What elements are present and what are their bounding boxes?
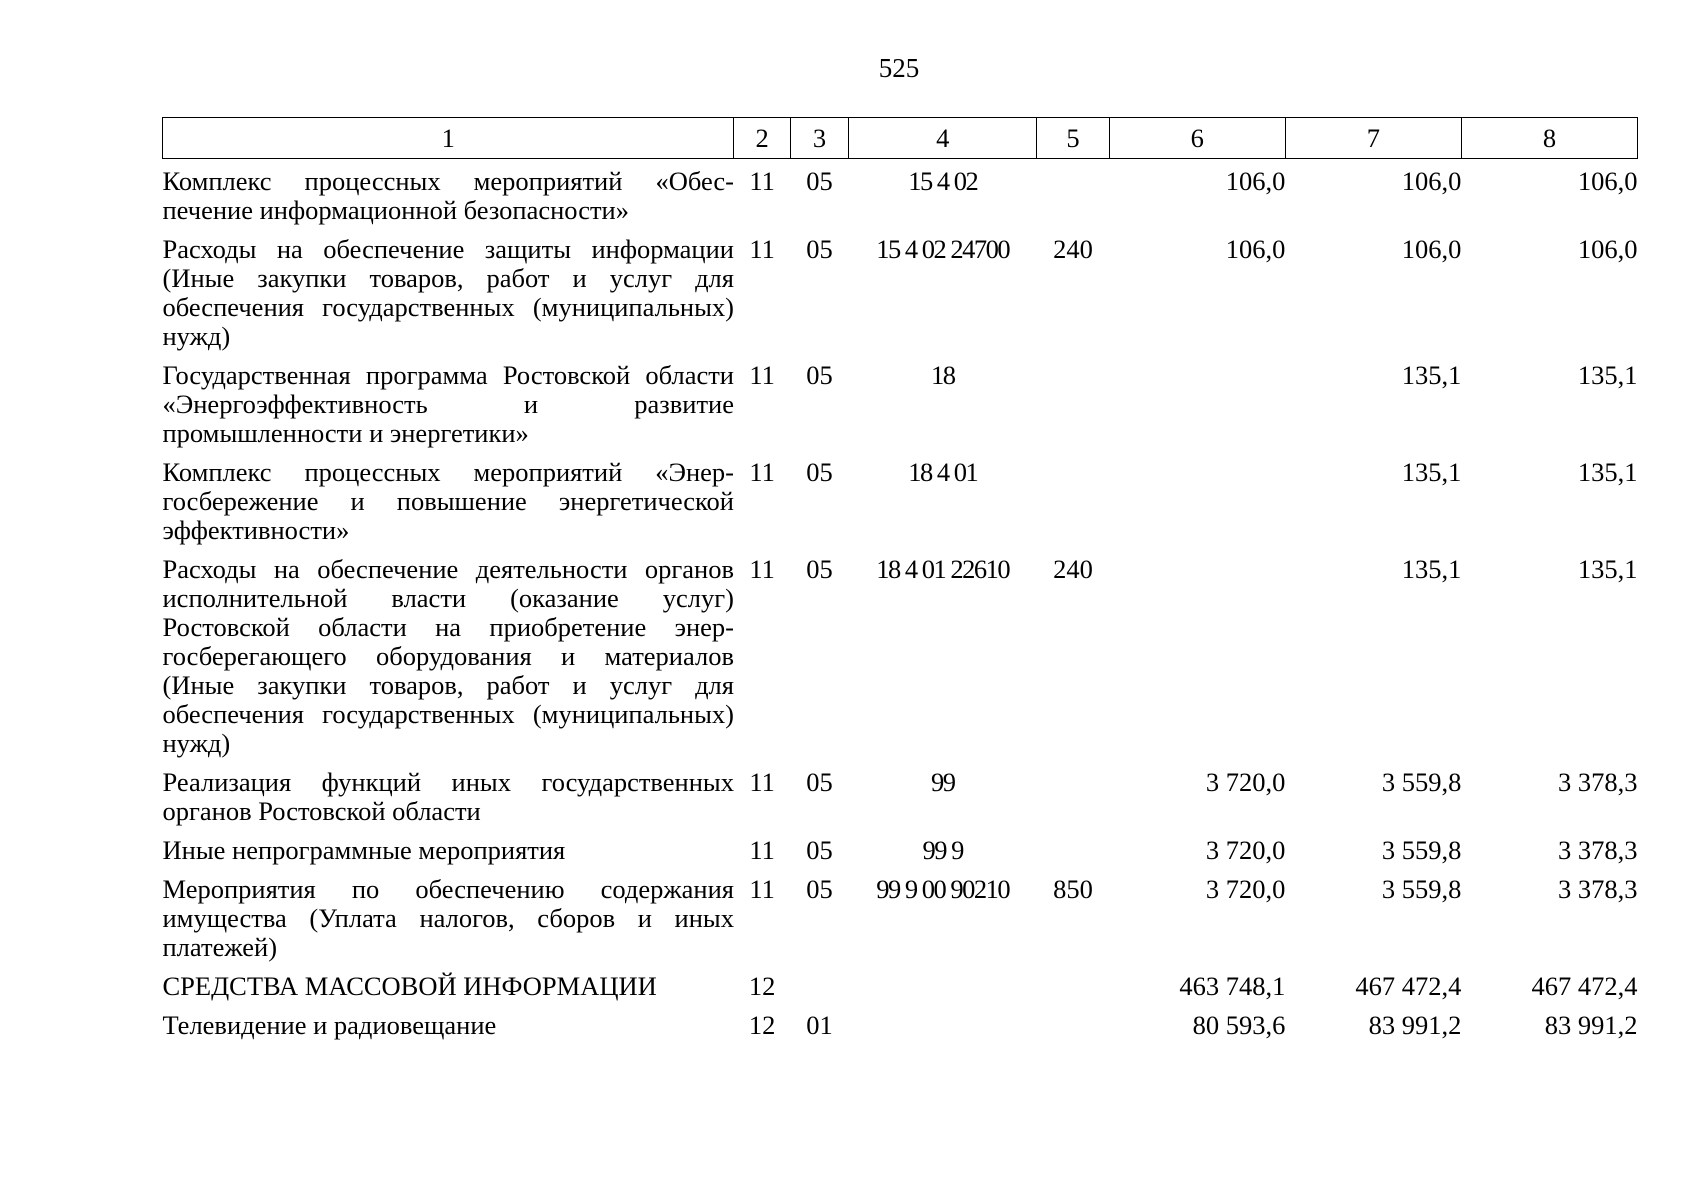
table-row (163, 448, 1638, 545)
row-expense-type: 240 (1053, 554, 1093, 584)
row-name: Иные непрограммные мероприятия (162, 835, 566, 865)
row-value-8: 3 378,3 (1558, 874, 1638, 904)
table-row (163, 351, 1638, 448)
row-section: 12 (748, 971, 776, 1001)
row-value-7: 135,1 (1401, 360, 1462, 390)
row-subsection: 05 (806, 234, 833, 264)
header-col-4: 4 (849, 118, 1037, 159)
header-col-7: 7 (1285, 118, 1461, 159)
row-name: Комплекс процессных мероприятий «Энергосбережение и повышение энергетической эффективности» (162, 457, 734, 545)
table-row (163, 962, 1638, 1001)
row-target-code (849, 962, 1037, 1001)
row-value-7: 83 991,2 (1368, 1010, 1462, 1040)
row-target-code: 18 (930, 360, 955, 390)
header-col-1: 1 (163, 118, 734, 159)
row-value-8: 106,0 (1577, 166, 1638, 196)
table-row (163, 225, 1638, 351)
row-value-7: 3 559,8 (1381, 835, 1462, 865)
header-row (163, 118, 1638, 159)
row-value-6: 3 720,0 (1205, 835, 1286, 865)
row-value-8: 135,1 (1577, 554, 1638, 584)
row-subsection: 05 (806, 360, 833, 390)
row-expense-type (1037, 448, 1109, 545)
row-target-code: 18 4 01 22610 (876, 554, 1010, 584)
row-value-7: 106,0 (1401, 234, 1462, 264)
row-section: 11 (749, 234, 775, 264)
row-value-8: 3 378,3 (1558, 767, 1638, 797)
row-value-7: 106,0 (1401, 166, 1462, 196)
header-col-8: 8 (1461, 118, 1637, 159)
row-expense-type (1037, 351, 1109, 448)
table-row (163, 865, 1638, 962)
row-name: СРЕДСТВА МАССОВОЙ ИНФОРМАЦИИ (162, 971, 657, 1001)
row-value-6: 3 720,0 (1205, 767, 1286, 797)
row-section: 11 (749, 457, 775, 487)
header-col-3: 3 (790, 118, 848, 159)
row-value-6 (1109, 351, 1285, 448)
row-name: Государственная программа Ростовской области «Энергоэффективность и развитие промышленности и энергетики» (162, 360, 734, 448)
table-row (163, 159, 1638, 226)
row-expense-type (1037, 159, 1109, 226)
row-value-6: 106,0 (1225, 166, 1286, 196)
table-row (163, 1001, 1638, 1040)
row-target-code: 15 4 02 (908, 166, 978, 196)
row-target-code: 99 (930, 767, 955, 797)
row-value-6: 3 720,0 (1205, 874, 1286, 904)
row-subsection: 05 (806, 835, 833, 865)
row-expense-type: 240 (1053, 234, 1093, 264)
row-section: 11 (749, 767, 775, 797)
row-section: 11 (749, 166, 775, 196)
row-value-6: 106,0 (1225, 234, 1286, 264)
row-subsection: 05 (806, 166, 833, 196)
row-section: 11 (749, 874, 775, 904)
row-value-8: 135,1 (1577, 360, 1638, 390)
row-section: 11 (749, 835, 775, 865)
row-target-code: 18 4 01 (908, 457, 978, 487)
row-subsection: 05 (806, 457, 833, 487)
row-target-code: 99 9 (922, 835, 963, 865)
row-subsection: 05 (806, 767, 833, 797)
row-name: Телевидение и радиовещание (162, 1010, 497, 1040)
row-expense-type (1037, 758, 1109, 826)
row-name: Реализация функций иных государственных органов Ростовской области (162, 767, 734, 826)
page-number: 525 (878, 53, 920, 83)
row-expense-type: 850 (1053, 874, 1093, 904)
row-value-6 (1109, 545, 1285, 758)
row-value-6: 80 593,6 (1192, 1010, 1286, 1040)
row-value-7: 3 559,8 (1381, 767, 1462, 797)
header-col-6: 6 (1109, 118, 1285, 159)
row-subsection: 05 (806, 874, 833, 904)
row-value-8: 106,0 (1577, 234, 1638, 264)
budget-table (162, 117, 1638, 1040)
table-row (163, 545, 1638, 758)
row-value-7: 135,1 (1401, 554, 1462, 584)
table-row (163, 826, 1638, 865)
header-col-5: 5 (1037, 118, 1109, 159)
row-value-8: 83 991,2 (1544, 1010, 1638, 1040)
row-expense-type (1037, 826, 1109, 865)
row-value-6: 463 748,1 (1179, 971, 1286, 1001)
row-target-code: 99 9 00 90210 (876, 874, 1010, 904)
table-row (163, 758, 1638, 826)
header-col-2: 2 (734, 118, 790, 159)
row-subsection (790, 962, 848, 1001)
row-name: Расходы на обеспечение защиты информации (Иные закупки товаров, работ и услуг для обеспечения государственных (муниципальных) нужд) (162, 234, 734, 351)
row-section: 11 (749, 554, 775, 584)
row-section: 11 (749, 360, 775, 390)
row-target-code (849, 1001, 1037, 1040)
row-subsection: 05 (806, 554, 833, 584)
row-value-8: 135,1 (1577, 457, 1638, 487)
row-value-7: 3 559,8 (1381, 874, 1462, 904)
row-value-7: 135,1 (1401, 457, 1462, 487)
row-name: Расходы на обеспечение деятельности органов исполнительной власти (оказание услуг) Ростовской области на приобретение энергосберегающего оборудования и материалов (Иные закупки товаров, работ и услуг для обеспечения государственных (муниципальных) нужд) (162, 554, 734, 758)
row-subsection: 01 (806, 1010, 833, 1040)
row-expense-type (1037, 1001, 1109, 1040)
row-expense-type (1037, 962, 1109, 1001)
row-value-6 (1109, 448, 1285, 545)
row-name: Мероприятия по обеспечению содержания имущества (Уплата налогов, сборов и иных платежей) (162, 874, 734, 962)
row-name: Комплекс процессных мероприятий «Обеспечение информационной безопасности» (162, 166, 734, 225)
row-target-code: 15 4 02 24700 (876, 234, 1010, 264)
row-value-8: 3 378,3 (1558, 835, 1638, 865)
row-section: 12 (748, 1010, 776, 1040)
row-value-8: 467 472,4 (1531, 971, 1638, 1001)
row-value-7: 467 472,4 (1355, 971, 1462, 1001)
